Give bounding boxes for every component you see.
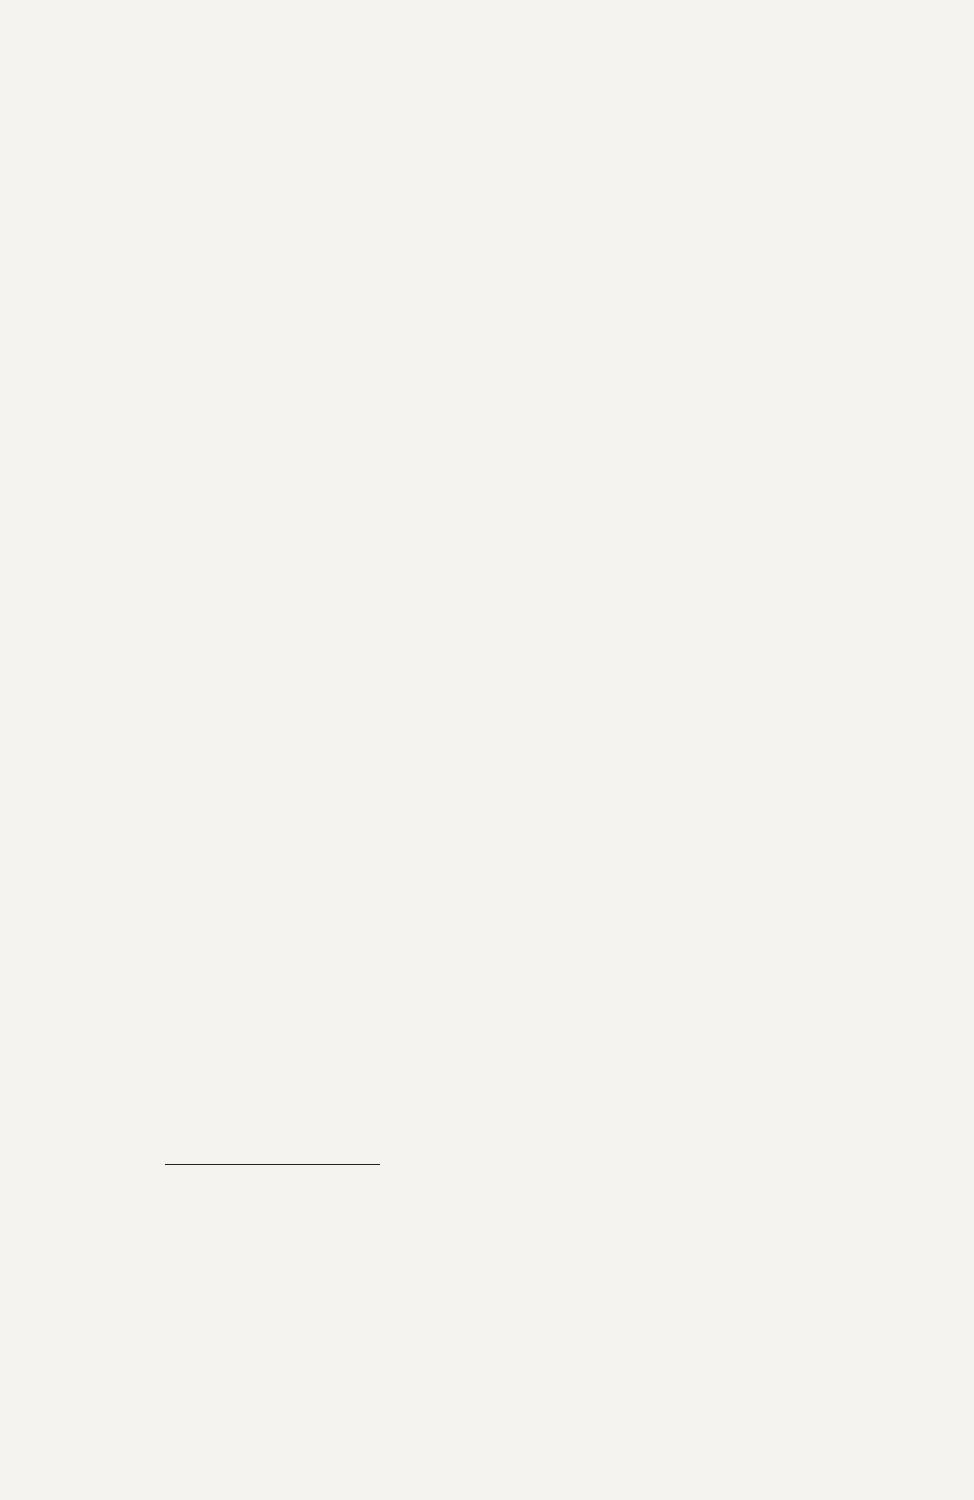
psalm-heading xyxy=(112,178,937,230)
footnote-divider xyxy=(165,1164,380,1165)
main-text xyxy=(112,148,937,252)
